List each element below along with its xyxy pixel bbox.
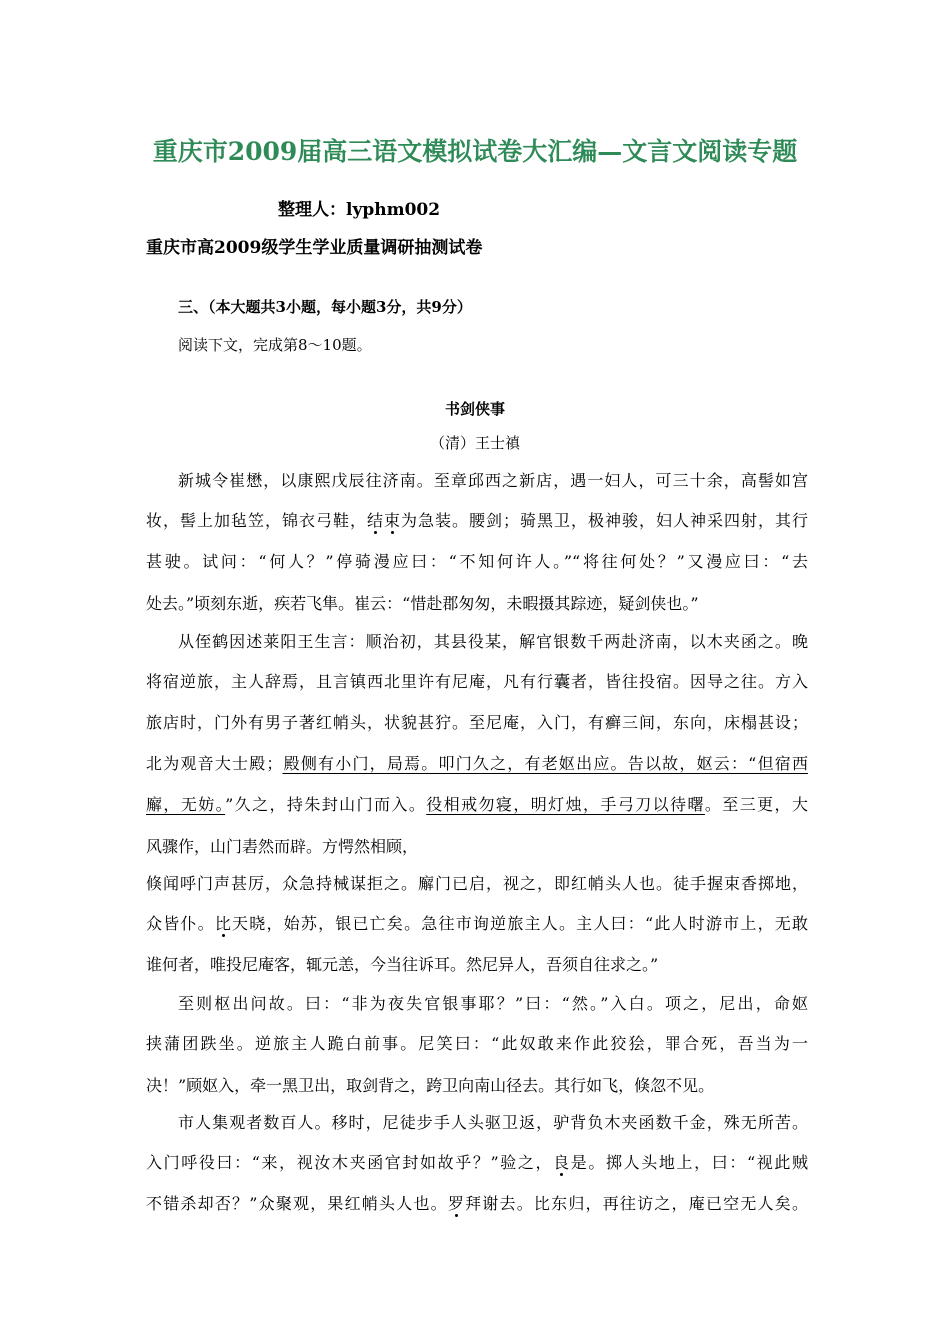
document-title: 重庆市2009届高三语文模拟试卷大汇编—文言文阅读专题 xyxy=(152,137,798,166)
passage-line xyxy=(178,469,808,493)
dotted-character: 罗 xyxy=(447,1194,466,1213)
passage-text: 为急装。腰剑；骑黑卫，极神骏，妇人神采四射，其行 xyxy=(400,511,808,530)
passage-line xyxy=(146,509,808,533)
passage-text: 拜谢去。比东归，再往访之，庵已空无人矣。 xyxy=(465,1194,808,1213)
underlined-sentence: 廨，无妨。 xyxy=(146,795,226,814)
section-heading: 三、（本大题共3小题，每小题3分，共9分） xyxy=(178,298,472,316)
passage-text: 不错杀却否？”众聚观，果红帩头人也。 xyxy=(146,1194,448,1213)
passage-line xyxy=(146,711,808,735)
section-instruction: 阅读下文，完成第8～10题。 xyxy=(178,336,372,354)
passage-text: 北为观音大士殿； xyxy=(146,754,283,773)
passage-text: 甚驶。试问：“何人？”停骑漫应曰：“不知何许人。”“将往何处？”又漫应曰：“去 xyxy=(146,552,808,571)
passage-text: 谁何者，唯投尼庵客，辄元恙，今当往诉耳。然尼异人，吾须自往求之。” xyxy=(146,955,659,974)
passage-text: 市人集观者数百人。移时，尼徒步手人头驱卫返，驴背负木夹函数千金，殊无所苦。 xyxy=(178,1113,808,1132)
passage-line xyxy=(146,1192,808,1216)
passage-text: 。至三更，大 xyxy=(704,795,808,814)
passage-text: ”久之，持朱封山门而入。 xyxy=(225,795,427,814)
passage-text: 妆，髻上加毡笠，锦衣弓鞋， xyxy=(146,511,367,530)
passage-text: 倏闻呼门声甚厉，众急持械谋拒之。廨门已启，视之，即红帩头人也。徒手握束香掷地， xyxy=(146,874,808,893)
passage-text: 将宿逆旅，主人辞焉，且言镇西北里许有尼庵，凡有行囊者，皆往投宿。因导之往。方入 xyxy=(146,672,808,691)
passage-line xyxy=(146,1032,808,1056)
passage-line xyxy=(146,752,808,776)
passage-line xyxy=(146,912,808,936)
dotted-character: 比 xyxy=(214,914,233,933)
passage-line xyxy=(178,1111,808,1135)
passage-text: 旅店时，门外有男子著红帩头，状貌甚狞。至尼庵，入门，有癣三间，东向，床榻甚设； xyxy=(146,713,808,732)
passage-line xyxy=(146,872,808,896)
dotted-character: 束 xyxy=(383,511,401,530)
passage-line xyxy=(146,793,808,817)
passage-text: 从侄鹤因述莱阳王生言：顺治初，其县役某，解官银数千两赴济南，以木夹函之。晚 xyxy=(178,632,808,651)
passage-line xyxy=(178,992,808,1016)
passage-text: 新城令崔懋，以康熙戊辰往济南。至章邱西之新店，遇一妇人，可三十余，高髻如宫 xyxy=(178,471,808,490)
passage-text: 入门呼役曰：“来，视汝木夹函官封如故乎？”验之， xyxy=(146,1153,554,1172)
passage-text: 风骤作，山门砉然而辟。方愕然相顾， xyxy=(146,837,419,856)
passage-text: 至则枢出问故。曰：“非为夜失官银事耶？”曰：“然。”入白。项之，尼出，命妪 xyxy=(178,994,808,1013)
passage-line xyxy=(146,1074,808,1098)
passage-text: 处去。”顷刻东逝，疾若飞隼。崔云：“惜赴郡匆匆，未暇摄其踪迹，疑剑侠也。” xyxy=(146,594,699,613)
passage-author: （清）王士禛 xyxy=(429,434,520,452)
compiler-line: 整理人：lyphm002 xyxy=(278,200,441,220)
passage-line xyxy=(146,670,808,694)
dotted-character: 结 xyxy=(366,511,384,530)
dotted-character: 良 xyxy=(553,1153,571,1172)
passage-text: 决！”顾妪入，牵一黑卫出，取剑背之，跨卫向南山径去。其行如飞，倏忽不见。 xyxy=(146,1076,715,1095)
passage-text: 众皆仆。 xyxy=(146,914,215,933)
passage-line xyxy=(146,1151,808,1175)
passage-text: 天晓，始苏，银已亡矣。急往市询逆旅主人。主人曰：“此人时游市上，无敢 xyxy=(232,914,808,933)
passage-text: 是。掷人头地上，曰：“视此贼 xyxy=(570,1153,808,1172)
passage-line xyxy=(146,953,808,977)
passage-title: 书剑侠事 xyxy=(444,400,505,418)
exam-name: 重庆市高2009级学生学业质量调研抽测试卷 xyxy=(146,238,483,258)
passage-line xyxy=(146,550,808,574)
underlined-sentence: 役相戒勿寝，明灯烛，手弓刀以待曙 xyxy=(426,795,705,814)
passage-line xyxy=(146,835,808,859)
passage-line xyxy=(178,630,808,654)
passage-line xyxy=(146,592,808,616)
underlined-sentence: 殿侧有小门，局焉。叩门久之，有老妪出应。告以故，妪云：“但宿西 xyxy=(282,754,808,773)
passage-text: 挟蒲团跌坐。逆旅主人跪白前事。尼笑曰：“此奴敢来作此狡狯，罪合死，吾当为一 xyxy=(146,1034,808,1053)
